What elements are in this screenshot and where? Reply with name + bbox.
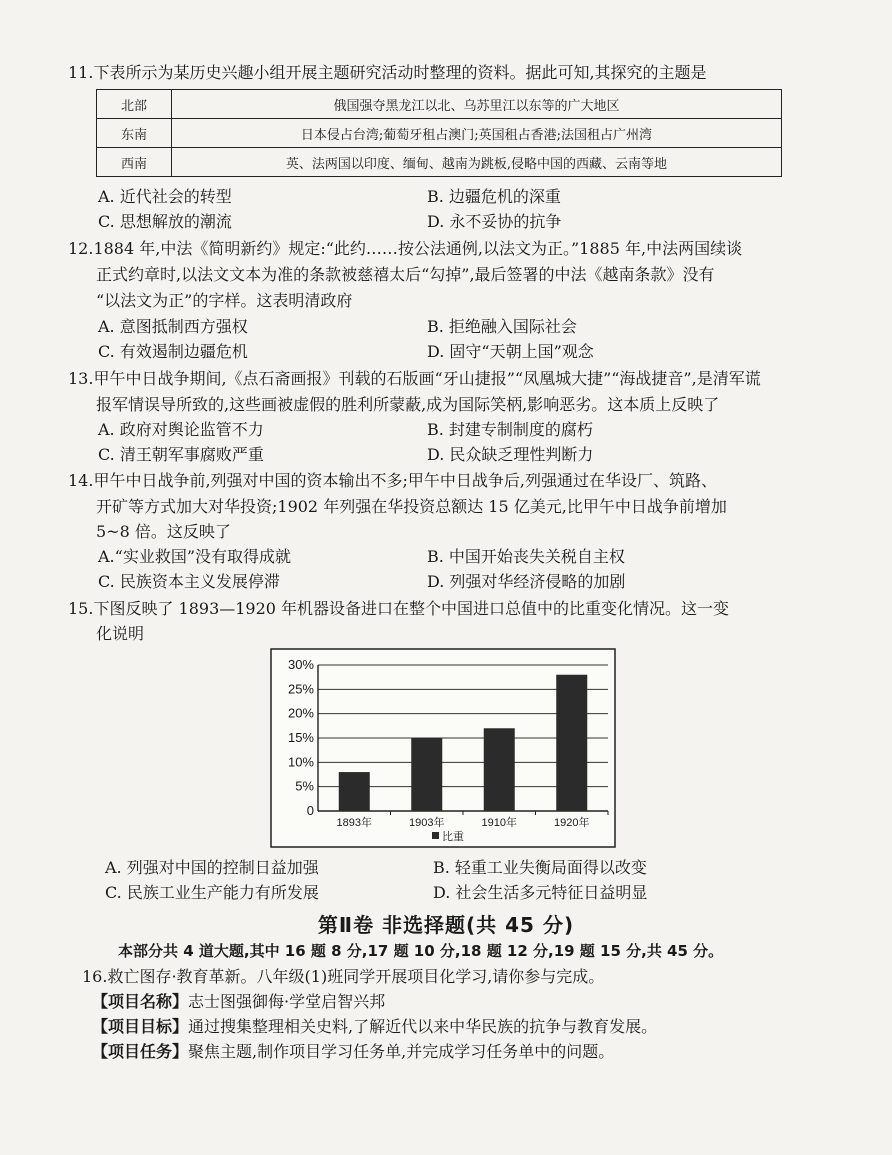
q12-option-c: C. 有效遏制边疆危机 — [98, 342, 248, 361]
legend-label: 比重 — [442, 831, 464, 843]
table-cell-content: 英、法两国以印度、缅甸、越南为跳板,侵略中国的西藏、云南等地 — [172, 148, 782, 177]
section-description: 本部分共 4 道大题,其中 16 题 8 分,17 题 10 分,18 题 12 分,19 题 15 分,共 45 分。 — [118, 942, 724, 960]
q14-option-d: D. 列强对华经济侵略的加剧 — [427, 572, 626, 591]
bar — [339, 772, 370, 811]
q13-line-2: 报军情误导所致的,这些画被虚假的胜利所蒙蔽,成为国际笑柄,影响恶劣。这本质上反映了 — [96, 395, 720, 414]
q11-option-a: A. 近代社会的转型 — [98, 187, 232, 206]
y-tick-label: 10% — [287, 754, 314, 770]
q13-option-d: D. 民众缺乏理性判断力 — [427, 445, 594, 464]
q12-line-1: 12.1884 年,中法《简明新约》规定:“此约……按公法通例,以法文为正。”1885 年,中法两国续谈 — [68, 239, 743, 258]
bar — [411, 738, 442, 811]
y-tick-label: 25% — [287, 681, 314, 697]
q11-stem: 11.下表所示为某历史兴趣小组开展主题研究活动时整理的资料。据此可知,其探究的主题是 — [68, 63, 707, 82]
x-tick-label: 1893年 — [336, 817, 372, 829]
bar — [484, 728, 515, 811]
q11-table — [96, 89, 782, 177]
q11-option-d: D. 永不妥协的抗争 — [427, 212, 562, 231]
q13-option-a: A. 政府对舆论监管不力 — [98, 420, 264, 439]
q16-item — [92, 1016, 657, 1038]
q13-option-c: C. 清王朝军事腐败严重 — [98, 445, 264, 464]
x-tick-label: 1920年 — [554, 817, 590, 829]
q13-line-1: 13.甲午中日战争期间,《点石斋画报》刊载的石版画“牙山捷报”“凤凰城大捷”“海战捷音”,是清军谎 — [68, 369, 761, 388]
table-cell-content: 俄国强夺黑龙江以北、乌苏里江以东等的广大地区 — [172, 90, 782, 119]
q14-line-1: 14.甲午中日战争前,列强对中国的资本输出不多;甲午中日战争后,列强通过在华设厂、筑路、 — [68, 471, 718, 490]
item-text: 通过搜集整理相关史料,了解近代以来中华民族的抗争与教育发展。 — [188, 1017, 658, 1036]
q16-stem: 16.救亡图存·教育革新。八年级(1)班同学开展项目化学习,请你参与完成。 — [82, 967, 605, 986]
q12-option-a: A. 意图抵制西方强权 — [98, 317, 248, 336]
table-row — [97, 90, 782, 119]
table-cell-region: 东南 — [97, 119, 172, 148]
item-text: 志士图强御侮·学堂启智兴邦 — [188, 992, 386, 1011]
y-tick-label: 15% — [287, 730, 314, 745]
y-tick-label: 0 — [306, 803, 314, 818]
q14-option-c: C. 民族资本主义发展停滞 — [98, 572, 280, 591]
y-tick-label: 5% — [295, 778, 314, 794]
q14-line-3: 5~8 倍。这反映了 — [96, 522, 231, 541]
table-cell-region: 西南 — [97, 148, 172, 177]
q15-option-a: A. 列强对中国的控制日益加强 — [105, 858, 319, 877]
item-tag: 【项目目标】 — [92, 1017, 189, 1036]
q16-item — [92, 991, 385, 1013]
table-cell-content: 日本侵占台湾;葡萄牙租占澳门;英国租占香港;法国租占广州湾 — [172, 119, 782, 148]
table-row — [97, 148, 782, 177]
q14-line-2: 开矿等方式加大对华投资;1902 年列强在华投资总额达 15 亿美元,比甲午中日战争前增加 — [96, 497, 727, 516]
bar-chart — [270, 648, 616, 848]
q15-option-c: C. 民族工业生产能力有所发展 — [105, 883, 319, 902]
item-text: 聚焦主题,制作项目学习任务单,并完成学习任务单中的问题。 — [188, 1042, 615, 1061]
table-row — [97, 119, 782, 148]
q12-line-3: “以法文为正”的字样。这表明清政府 — [96, 291, 353, 310]
y-tick-label: 30% — [287, 657, 314, 672]
q12-option-d: D. 固守“天朝上国”观念 — [427, 342, 594, 361]
q11-option-b: B. 边疆危机的深重 — [427, 187, 561, 206]
q15-line-2: 化说明 — [96, 624, 145, 643]
item-tag: 【项目名称】 — [92, 992, 189, 1011]
q13-option-b: B. 封建专制制度的腐朽 — [427, 420, 593, 439]
item-tag: 【项目任务】 — [92, 1042, 189, 1061]
q12-line-2: 正式约章时,以法文文本为准的条款被慈禧太后“勾掉”,最后签署的中法《越南条款》没有 — [96, 265, 715, 284]
legend-swatch — [432, 832, 439, 839]
q15-option-b: B. 轻重工业失衡局面得以改变 — [433, 858, 647, 877]
x-tick-label: 1903年 — [409, 817, 445, 829]
q12-option-b: B. 拒绝融入国际社会 — [427, 317, 577, 336]
q16-item — [92, 1041, 614, 1063]
q14-option-a: A.“实业救国”没有取得成就 — [98, 547, 292, 566]
q15-line-1: 15.下图反映了 1893—1920 年机器设备进口在整个中国进口总值中的比重变化情况。这一变 — [68, 599, 730, 618]
x-tick-label: 1910年 — [481, 817, 517, 829]
q11-option-c: C. 思想解放的潮流 — [98, 212, 232, 231]
q15-option-d: D. 社会生活多元特征日益明显 — [433, 883, 648, 902]
table-cell-region: 北部 — [97, 90, 172, 119]
bar — [556, 675, 587, 811]
section-title: 第Ⅱ卷 非选择题(共 45 分) — [317, 913, 575, 937]
y-tick-label: 20% — [287, 705, 314, 721]
q14-option-b: B. 中国开始丧失关税自主权 — [427, 547, 625, 566]
